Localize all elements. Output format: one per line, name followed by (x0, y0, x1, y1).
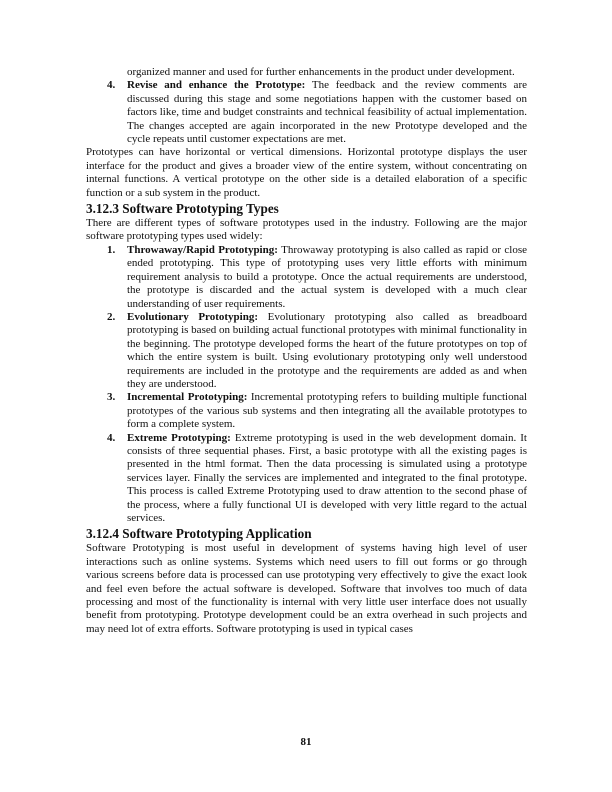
prototyping-types-list (86, 244, 527, 526)
dimensions-paragraph: Prototypes can have horizontal or vertical dimensions. Horizontal prototype displays the user interface for the product and gives a broader view of the entire system, without concentrating on internal functions. A vertical prototype on the other side is a detailed elaboration of a specific function or a sub system in the product. (86, 146, 527, 199)
list-text: Throwaway prototyping is also called as rapid or close ended prototyping. This type of prototyping uses very little efforts with minimum requirement analysis to build a prototype. Once the actual requirements are understood, the prototype is discarded and the actual system is developed with a much clear understanding of user requirements. (127, 243, 527, 310)
list-text: Evolutionary prototyping also called as breadboard prototyping is based on building actual functional prototypes with minimal functionality in the beginning. The prototype developed forms the heart of the future prototypes on top of which the entire system is built. Using evolutionary prototyping only well understood requirements are included in the prototype and the requirements are added as and when they are understood. (127, 310, 527, 390)
list-number: 3. (107, 391, 116, 404)
list-number: 2. (107, 310, 116, 323)
list-term: Incremental Prototyping: (127, 391, 248, 404)
list-text: Extreme prototyping is used in the web development domain. It consists of three sequential phases. First, a basic prototype with all the existing pages is presented in the html format. Then the data processing is simulated using a prototype services layer. Finally the services are implemented and integrated to the final prototype. This process is called Extreme Prototyping used to draw attention to the second phase of the process, where a fully functional UI is developed with very little regard to the actual services. (127, 431, 527, 524)
list-item (107, 431, 527, 526)
list-term: Evolutionary Prototyping: (127, 310, 259, 323)
list-item (107, 243, 527, 311)
list-term: Revise and enhance the Prototype: (127, 79, 306, 92)
list-term: Extreme Prototyping: (127, 431, 231, 444)
application-paragraph: Software Prototyping is most useful in development of systems having high level of user interactions such as online systems. Systems which need users to fill out forms or go through various screens before data is processed can use prototyping very effectively to give the exact look and feel even before the actual software is developed. Software that involves too much of data processing and most of the functionality is internal with very little user interface does not usually benefit from prototyping. Prototype development could be an extra overhead in such projects and may need lot of extra efforts. Software prototyping is used in typical cases (86, 542, 527, 635)
document-page (86, 66, 527, 636)
list-text: The feedback and the review comments are discussed during this stage and some negotiations happen with the customer based on factors like, time and budget constraints and technical feasibility of actual implementation. The changes accepted are again incorporated in the new Prototype developed and the cycle repeats until customer expectations are met. (127, 79, 527, 146)
list-item (107, 391, 528, 431)
list-text: Incremental prototyping refers to building multiple functional prototypes of the various sub systems and then integrating all the available prototypes to form a complete system. (127, 391, 528, 431)
page-number: 81 (300, 736, 312, 748)
list-number: 4. (107, 79, 116, 92)
list-number: 4. (107, 431, 116, 444)
section-heading-types: 3.12.3 Software Prototyping Types (86, 201, 279, 217)
types-intro: There are different types of software prototypes used in the industry. Following are the major software prototyping types used widely: (86, 217, 527, 243)
section-heading-application: 3.12.4 Software Prototyping Application (86, 526, 312, 542)
list-number: 1. (107, 243, 116, 256)
continuation-text: organized manner and used for further enhancements in the product under development. (127, 66, 515, 78)
list-item (107, 79, 527, 146)
list-item (107, 310, 527, 391)
list-term: Throwaway/Rapid Prototyping: (127, 243, 278, 256)
process-steps-list (86, 79, 527, 146)
